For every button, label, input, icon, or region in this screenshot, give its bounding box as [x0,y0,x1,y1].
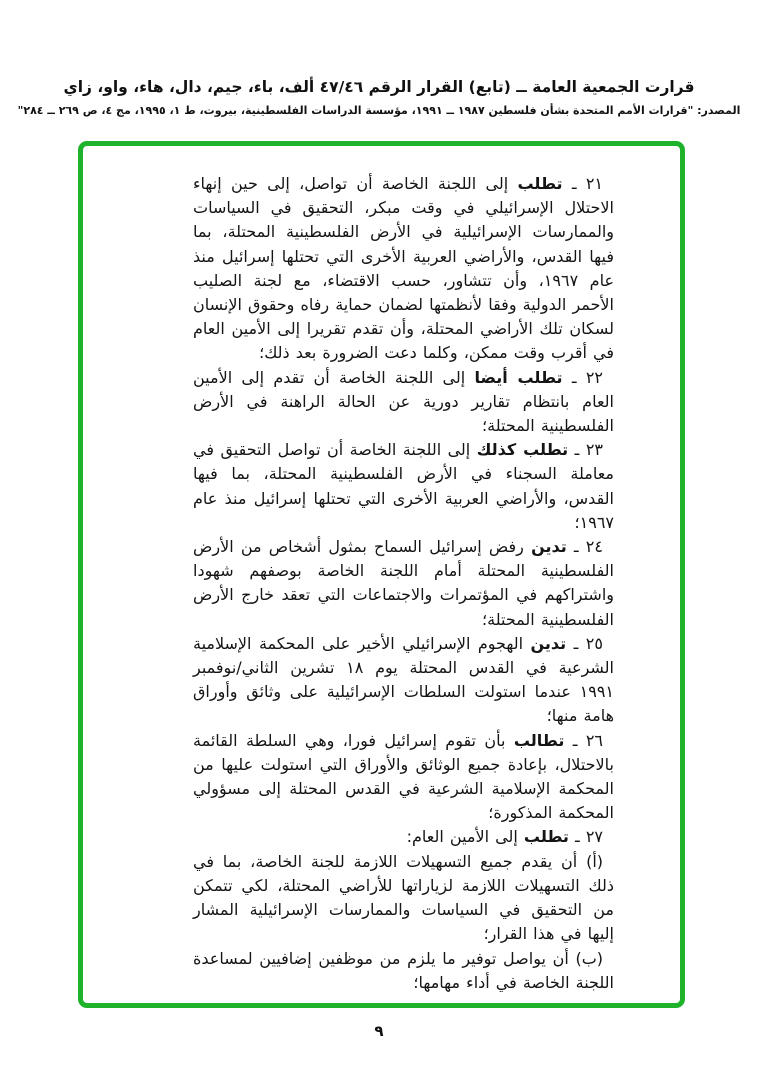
paragraph-text: أن يقدم جميع التسهيلات اللازمة للجنة الخاصة، بما في ذلك التسهيلات اللازمة لزياراتها للأراضي المحتلة، لكي تتمكن من التحقيق في السياسات والممارسات الإسرائيلية المشار إليها في هذا القرار؛ [193,851,614,944]
paragraph-number: ٢٧ ـ [575,827,603,847]
paragraph-text: إلى اللجنة الخاصة أن تواصل التحقيق في معاملة السجناء في الأرض الفلسطينية المحتلة، بما فيها القدس، والأراضي العربية الأخرى التي تحتلها إسرائيل منذ عام ١٩٦٧؛ [193,440,614,532]
paragraph-number: ٢٢ ـ [571,367,603,387]
paragraph-number: ٢٦ ـ [572,730,603,750]
paragraph-number: ٢٣ ـ [574,440,603,460]
paragraph-lead-verb: تدين [530,633,567,653]
paragraph-text: أن يواصل توفير ما يلزم من موظفين إضافيين لمساعدة اللجنة الخاصة في أداء مهامها؛ [193,948,614,992]
paragraph-lead-verb: تطالب [513,730,565,750]
paragraph-lead-verb: تطلب [517,174,563,193]
paragraph-lead-verb: تطلب [523,827,569,847]
paragraph-number: ٢٥ ـ [573,633,603,653]
paragraph-list [193,172,614,995]
document-title: قرارت الجمعية العامة ــ (تابع) القرار الرقم ٤٧/٤٦ ألف، باء، جيم، دال، هاء، واو، زاي [63,78,695,96]
paragraph-number: (أ) [586,851,604,871]
resolution-paragraph [193,632,614,729]
paragraph-text: إلى اللجنة الخاصة أن تقدم إلى الأمين العام بانتظام تقارير دورية عن الحالة الراهنة في الأرض الفلسطينية المحتلة؛ [193,367,614,436]
paragraph-text: الهجوم الإسرائيلي الأخير على المحكمة الإسلامية الشرعية في القدس المحتلة يوم ١٨ تشرين الثاني/نوفمبر ١٩٩١ عندما استولت السلطات الإسرائيلية على وثائق وأوراق هامة منها؛ [193,633,614,726]
resolution-paragraph [193,825,614,849]
document-source-line: المصدر: "قرارات الأمم المتحدة بشأن فلسطين ١٩٨٧ ــ ١٩٩١، مؤسسة الدراسات الفلسطينية، بيروت، ط ١، ١٩٩٥، مج ٤، ص ٢٦٩ ــ ٢٨٤" [17,104,741,117]
paragraph-number: (ب) [575,948,603,968]
resolution-paragraph [193,729,614,826]
paragraph-text: إلى الأمين العام: [406,827,518,847]
resolution-paragraph [193,535,614,632]
paragraph-text: إلى اللجنة الخاصة أن تواصل، إلى حين إنهاء الاحتلال الإسرائيلي في وقت مبكر، التحقيق في السياسات والممارسات الإسرائيلية في الأرض الفلسطينية المحتلة، بما فيها القدس، والأراضي العربية الأخرى التي تحتلها إسرائيل منذ عام ١٩٦٧، وأن تتشاور، حسب الاقتضاء، مع لجنة الصليب الأحمر الدولية وفقا لأنظمتها لضمان حماية رفاه وحقوق الإنسان لسكان تلك الأراضي المحتلة، وأن تقدم تقريرا إلى الأمين العام في أقرب وقت ممكن، وكلما دعت الضرورة بعد ذلك؛ [193,174,614,363]
resolution-paragraph [193,366,614,439]
resolution-paragraph [193,172,614,366]
paragraph-number: ٢٤ ـ [573,537,603,557]
paragraph-text: بأن تقوم إسرائيل فورا، وهي السلطة القائمة بالاحتلال، بإعادة جميع الوثائق والأوراق التي استولت عليها من المحكمة الإسلامية الشرعية في القدس المحتلة إلى مسؤولي المحكمة المذكورة؛ [193,730,614,823]
paragraph-lead-verb: تطلب كذلك [476,440,569,460]
resolution-paragraph [193,850,614,947]
paragraph-text: رفض إسرائيل السماح بمثول أشخاص من الأرض الفلسطينية المحتلة أمام اللجنة الخاصة بوصفهم شهودا واشتراكهم في المؤتمرات والاجتماعات التي تعقد خارج الأرض الفلسطينية المحتلة؛ [193,537,614,629]
resolution-paragraph [193,947,614,995]
paragraph-lead-verb: تدين [531,537,567,557]
resolution-paragraph [193,438,614,535]
paragraph-lead-verb: تطلب أيضا [474,367,563,387]
paragraph-number: ٢١ ـ [571,174,603,193]
page-number: ٩ [374,1022,384,1040]
